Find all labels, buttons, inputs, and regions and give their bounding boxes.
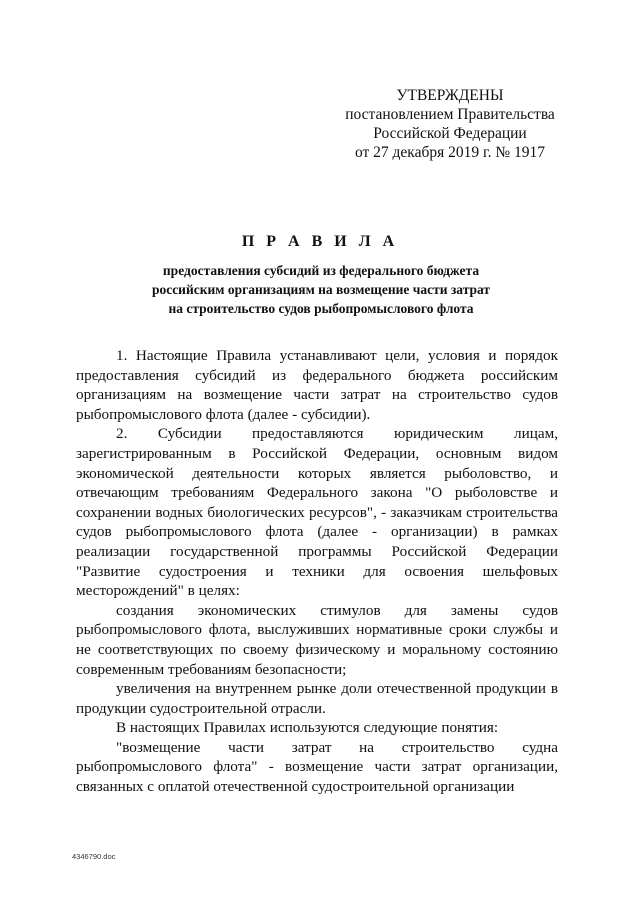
subtitle-line: российским организациям на возмещение части затрат: [151, 282, 491, 297]
paragraph: создания экономических стимулов для замены судов рыбопромыслового флота, выслуживших нормативные сроки службы и не соответствующих по своему физическому и моральному состоянию современным требованиям безопасности;: [76, 601, 558, 678]
paragraph: "возмещение части затрат на строительство судна рыбопромыслового флота" - возмещение части затрат организации, связанных с оплатой отечественной судостроительной организации: [76, 738, 558, 796]
paragraph: 2. Субсидии предоставляются юридическим лицам, зарегистрированным в Российской Федерации, основным видом экономической деятельности которых является рыболовство, и отвечающим требованиям Федерального закона "О рыболовстве и сохранении водных биологических ресурсов", - заказчикам строительства судов рыбопромыслового флота (далее - организации) в рамках реализации государственной программы Российской Федерации "Развитие судостроения и техники для освоения шельфовых месторождений" в целях:: [76, 425, 558, 600]
document-body: [76, 346, 558, 797]
approval-heading: УТВЕРЖДЕНЫ: [396, 87, 504, 104]
document-title: П Р А В И Л А: [241, 233, 399, 250]
document-subtitle: [76, 261, 566, 318]
paragraph: В настоящих Правилах используются следующие понятия:: [116, 719, 499, 737]
paragraph: 1. Настоящие Правила устанавливают цели, условия и порядок предоставления субсидий из федерального бюджета российским организациям на возмещение части затрат на строительство судов рыбопромыслового флота (далее - субсидии).: [76, 347, 558, 423]
approval-date-number: от 27 декабря 2019 г. № 1917: [354, 144, 546, 161]
subtitle-line: предоставления субсидий из федерального бюджета: [162, 263, 480, 278]
approval-line: Российской Федерации: [373, 125, 527, 142]
footer-filename: 4346790.doc: [72, 852, 116, 861]
paragraph: увеличения на внутреннем рынке доли отечественной продукции в продукции судостроительной отрасли.: [76, 680, 558, 717]
approval-block: [330, 86, 570, 162]
approval-line: постановлением Правительства: [345, 106, 555, 123]
subtitle-line: на строительство судов рыбопромыслового флота: [168, 301, 474, 316]
